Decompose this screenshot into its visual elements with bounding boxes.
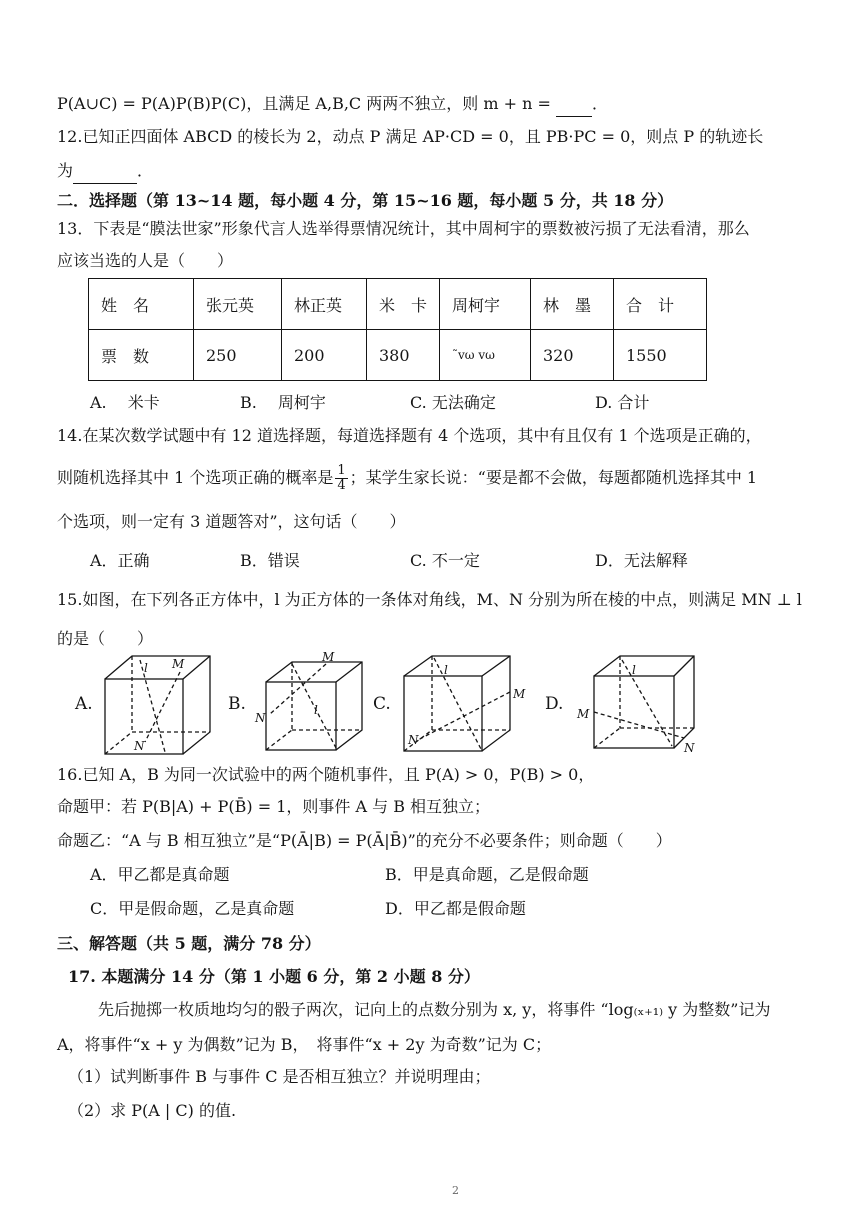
- q14-option-c[interactable]: C. 不一定: [410, 551, 480, 570]
- q16-options-row2: [90, 897, 526, 921]
- figure-a-label[interactable]: A.: [75, 694, 93, 714]
- vote-table: [88, 278, 707, 381]
- table-header-cell: 周柯宇: [440, 279, 531, 330]
- q14-line3: 个选项，则一定有 3 道题答对”，这句话（ ）: [57, 512, 406, 531]
- label-n: N: [255, 711, 266, 725]
- table-header-cell: 姓 名: [89, 279, 194, 330]
- label-m: M: [513, 687, 526, 701]
- q14-option-d[interactable]: D．无法解释: [595, 551, 688, 570]
- cube-figure-c: [400, 652, 535, 761]
- cube-figure-d: [572, 652, 702, 761]
- q12-line1: 12.已知正四面体 ABCD 的棱长为 2，动点 P 满足 AP·CD = 0，且 PB·PC = 0，则点 P 的轨迹长: [57, 127, 764, 146]
- table-header-cell: 合 计: [614, 279, 707, 330]
- q13-option-b[interactable]: B. 周柯宇: [240, 393, 326, 412]
- q13-options: [90, 391, 649, 415]
- table-header-cell: 林 墨: [531, 279, 614, 330]
- table-cell: 1550: [614, 330, 707, 381]
- q11-text: P(A∪C) = P(A)P(B)P(C)，且满足 A,B,C 两两不独立，则 m + n =: [57, 94, 551, 113]
- label-n: N: [408, 733, 419, 747]
- q12-blank: [73, 159, 137, 184]
- table-cell-smudged: ˜vω vω: [440, 330, 531, 381]
- label-l: l: [444, 663, 448, 677]
- q11-tail: [57, 92, 608, 117]
- label-m: M: [172, 657, 185, 671]
- q17-title: 17. 本题满分 14 分（第 1 小题 6 分，第 2 小题 8 分）: [68, 967, 480, 986]
- q14-option-b[interactable]: B．错误: [240, 551, 300, 570]
- table-header-cell: 米 卡: [367, 279, 440, 330]
- label-l: l: [632, 663, 636, 677]
- label-l: l: [144, 661, 148, 675]
- q13-line1: 13．下表是“膜法世家”形象代言人选举得票情况统计，其中周柯宇的票数被污损了无法看清，那么: [57, 219, 750, 238]
- page-number: 2: [452, 1184, 459, 1197]
- q14-options: [90, 549, 688, 573]
- q13-line2: 应该当选的人是（ ）: [57, 251, 234, 270]
- cube-figure-b: [252, 652, 367, 761]
- q14-frac-num: 1: [337, 463, 346, 478]
- section3-title: 三、解答题（共 5 题，满分 78 分）: [57, 934, 321, 953]
- table-cell: 票 数: [89, 330, 194, 381]
- label-m: M: [577, 707, 590, 721]
- section2-title: 二．选择题（第 13~14 题，每小题 4 分，第 15~16 题，每小题 5 分，共 18 分）: [57, 191, 674, 210]
- q14-option-a[interactable]: A．正确: [90, 551, 150, 570]
- q14-text-a: 则随机选择其中 1 个选项正确的概率是: [57, 468, 334, 487]
- q14-fraction: [335, 464, 347, 493]
- table-cell: 320: [531, 330, 614, 381]
- q16-option-a[interactable]: A．甲乙都是真命题: [90, 865, 230, 884]
- q14-text-b: ；某学生家长说：“要是都不会做，每题都随机选择其中 1: [349, 468, 758, 487]
- label-n: N: [134, 739, 145, 753]
- q13-option-a[interactable]: A. 米卡: [90, 393, 160, 412]
- label-m: M: [322, 652, 335, 664]
- q12-end: ．: [137, 161, 154, 180]
- q14-line1: 14.在某次数学试题中有 12 道选择题，每道选择题有 4 个选项，其中有且仅有 1 个选项是正确的，: [57, 426, 762, 445]
- table-cell: 200: [282, 330, 367, 381]
- label-l: l: [314, 703, 318, 717]
- q16-line2: 命题甲：若 P(B|A) + P(B̄) = 1，则事件 A 与 B 相互独立；: [57, 797, 491, 816]
- q13-option-d[interactable]: D. 合计: [595, 393, 650, 412]
- q15-line2: 的是（ ）: [57, 629, 154, 648]
- q16-line3: 命题乙：“A 与 B 相互独立”是“P(Ā|B) = P(Ā|B̄)”的充分不必要条件；则命题（ ）: [57, 831, 672, 850]
- table-cell: 380: [367, 330, 440, 381]
- figure-d-label[interactable]: D.: [545, 694, 564, 714]
- table-header-cell: 张元英: [194, 279, 282, 330]
- q11-end: ．: [591, 94, 608, 113]
- table-row: [89, 330, 707, 381]
- q12-text: 为: [57, 161, 74, 180]
- figure-b-label[interactable]: B.: [228, 694, 246, 714]
- q13-option-c[interactable]: C. 无法确定: [410, 393, 496, 412]
- q16-line1: 16.已知 A，B 为同一次试验中的两个随机事件，且 P(A) > 0，P(B) > 0，: [57, 765, 595, 784]
- q17-line1: 先后抛掷一枚质地均匀的骰子两次，记向上的点数分别为 x, y，将事件 “log₍ₓ₊₁₎ y 为整数”记为: [98, 1000, 771, 1019]
- q17-sub1: （1）试判断事件 B 与事件 C 是否相互独立？并说明理由；: [68, 1067, 491, 1086]
- q16-option-d[interactable]: D．甲乙都是假命题: [385, 899, 526, 918]
- q14-frac-den: 4: [337, 478, 346, 493]
- q16-option-c[interactable]: C．甲是假命题，乙是真命题: [90, 899, 295, 918]
- q11-blank: [556, 92, 592, 117]
- q17-sub2: （2）求 P(A | C) 的值.: [68, 1101, 237, 1120]
- table-header-cell: 林正英: [282, 279, 367, 330]
- cube-figure-a: [100, 652, 215, 761]
- figure-c-label[interactable]: C.: [373, 694, 391, 714]
- table-cell: 250: [194, 330, 282, 381]
- q16-option-b[interactable]: B．甲是真命题，乙是假命题: [385, 865, 589, 884]
- q14-line2: [57, 464, 757, 493]
- q16-options-row1: [90, 863, 589, 887]
- q17-line2: A，将事件“x + y 为偶数”记为 B， 将事件“x + 2y 为奇数”记为 C；: [57, 1035, 552, 1054]
- q15-line1: 15.如图，在下列各正方体中，l 为正方体的一条体对角线，M、N 分别为所在棱的中点，则满足 MN ⊥ l: [57, 590, 802, 609]
- table-row: [89, 279, 707, 330]
- q12-line2: [57, 159, 153, 184]
- label-n: N: [684, 741, 695, 755]
